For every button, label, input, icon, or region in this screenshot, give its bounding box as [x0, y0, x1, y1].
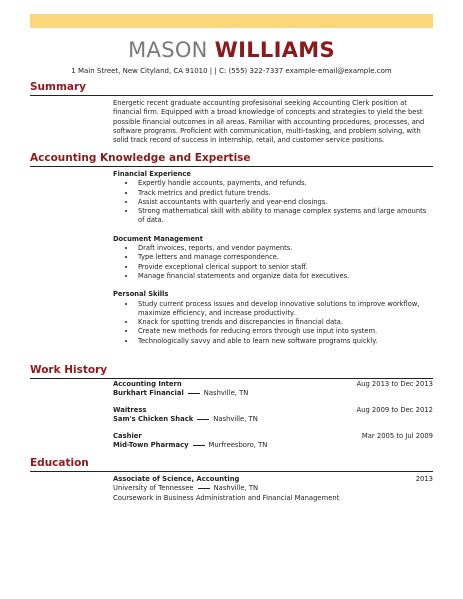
skills-section — [113, 170, 433, 346]
skill-item: • Assist accountants with quarterly and year-end closings. — [136, 198, 433, 207]
job-dates: Aug 2013 to Dec 2013 — [356, 380, 433, 388]
header-accent-bar — [30, 14, 433, 28]
job-location: Murfreesboro, TN — [208, 441, 268, 450]
skill-group-heading: Financial Experience — [113, 170, 191, 178]
education-entry — [113, 475, 433, 503]
skill-item: • Knack for spotting trends and discrepancies in financial data. — [136, 318, 433, 327]
skill-item: • Provide exceptional clerical support to senior staff. — [136, 263, 433, 272]
job-dates: Mar 2005 to Jul 2009 — [361, 432, 433, 440]
skill-item: • Type letters and manage correspondence. — [136, 253, 433, 262]
job-entry — [113, 432, 433, 451]
skill-list — [113, 244, 433, 281]
education-year: 2013 — [415, 475, 433, 483]
dash-separator — [188, 393, 200, 394]
skill-group-heading: Document Management — [113, 234, 203, 243]
education-divider — [30, 471, 433, 472]
skill-item: • Create new methods for reducing errors through use input into system. — [136, 327, 433, 336]
work-title: Work History — [30, 364, 108, 376]
skill-item: • Study current process issues and develop innovative solutions to improve workflow, maximize efficiency, and increase productivity. — [136, 300, 433, 319]
job-entry — [113, 406, 433, 425]
work-divider — [30, 378, 433, 379]
skill-list — [113, 300, 433, 346]
summary-divider — [30, 95, 433, 96]
skill-list — [113, 179, 433, 225]
skill-item: • Strong mathematical skill with ability to manage complex systems and large amounts of data. — [136, 207, 433, 226]
skills-title: Accounting Knowledge and Expertise — [30, 152, 251, 164]
summary-title: Summary — [30, 81, 87, 93]
job-location: Nashville, TN — [213, 415, 258, 424]
contact-line: 1 Main Street, New Cityland, CA 91010 | | C: (555) 322-7337 example-email@example.com — [71, 67, 392, 75]
skill-item: • Manage financial statements and organize data for executives. — [136, 272, 433, 281]
summary-text: Energetic recent graduate accounting profesisonal seeking Accounting Clerk position at financial firm. Equipped with a broad knowledge of concepts and strategies to yield the best possible financial outcomes in all areas. Familiar with accounting procedures, processes, and software programs. Proficient with communication, multi-tasking, and problem solving, with solid track record of success in internship, retail, and customer service positions. — [113, 99, 425, 145]
job-role: Accounting Intern — [113, 380, 182, 388]
skill-item: • Track metrics and predict future trends. — [136, 189, 433, 198]
job-role: Waitress — [113, 406, 147, 414]
candidate-name — [0, 38, 463, 62]
skill-item: • Expertly handle accounts, payments, and refunds. — [136, 179, 433, 188]
skills-divider — [30, 166, 433, 167]
dash-separator — [197, 419, 209, 420]
dash-separator — [193, 445, 205, 446]
job-entry — [113, 380, 433, 399]
skill-group-heading: Personal Skills — [113, 290, 169, 299]
education-degree: Associate of Science, Accounting — [113, 475, 240, 483]
first-name: MASON — [128, 38, 208, 62]
education-location: Nashville, TN — [213, 484, 259, 493]
job-company: Burkhart Financial — [113, 389, 184, 398]
skill-item: • Draft invoices, reports, and vendor payments. — [136, 244, 433, 253]
job-location: Nashville, TN — [203, 389, 249, 398]
job-dates: Aug 2009 to Dec 2012 — [356, 406, 433, 414]
education-coursework: Coursework in Business Administration and Financial Management — [113, 493, 340, 502]
dash-separator — [198, 488, 210, 489]
last-name: WILLIAMS — [214, 38, 335, 62]
summary-section — [113, 99, 433, 145]
job-company: Mid-Town Pharmacy — [113, 441, 189, 450]
education-school: University of Tennessee — [113, 484, 194, 493]
job-company: Sam's Chicken Shack — [113, 415, 194, 424]
job-role: Cashier — [113, 432, 142, 440]
skill-item: • Technologically savvy and able to learn new software programs quickly. — [136, 337, 433, 346]
education-title: Education — [30, 457, 89, 469]
